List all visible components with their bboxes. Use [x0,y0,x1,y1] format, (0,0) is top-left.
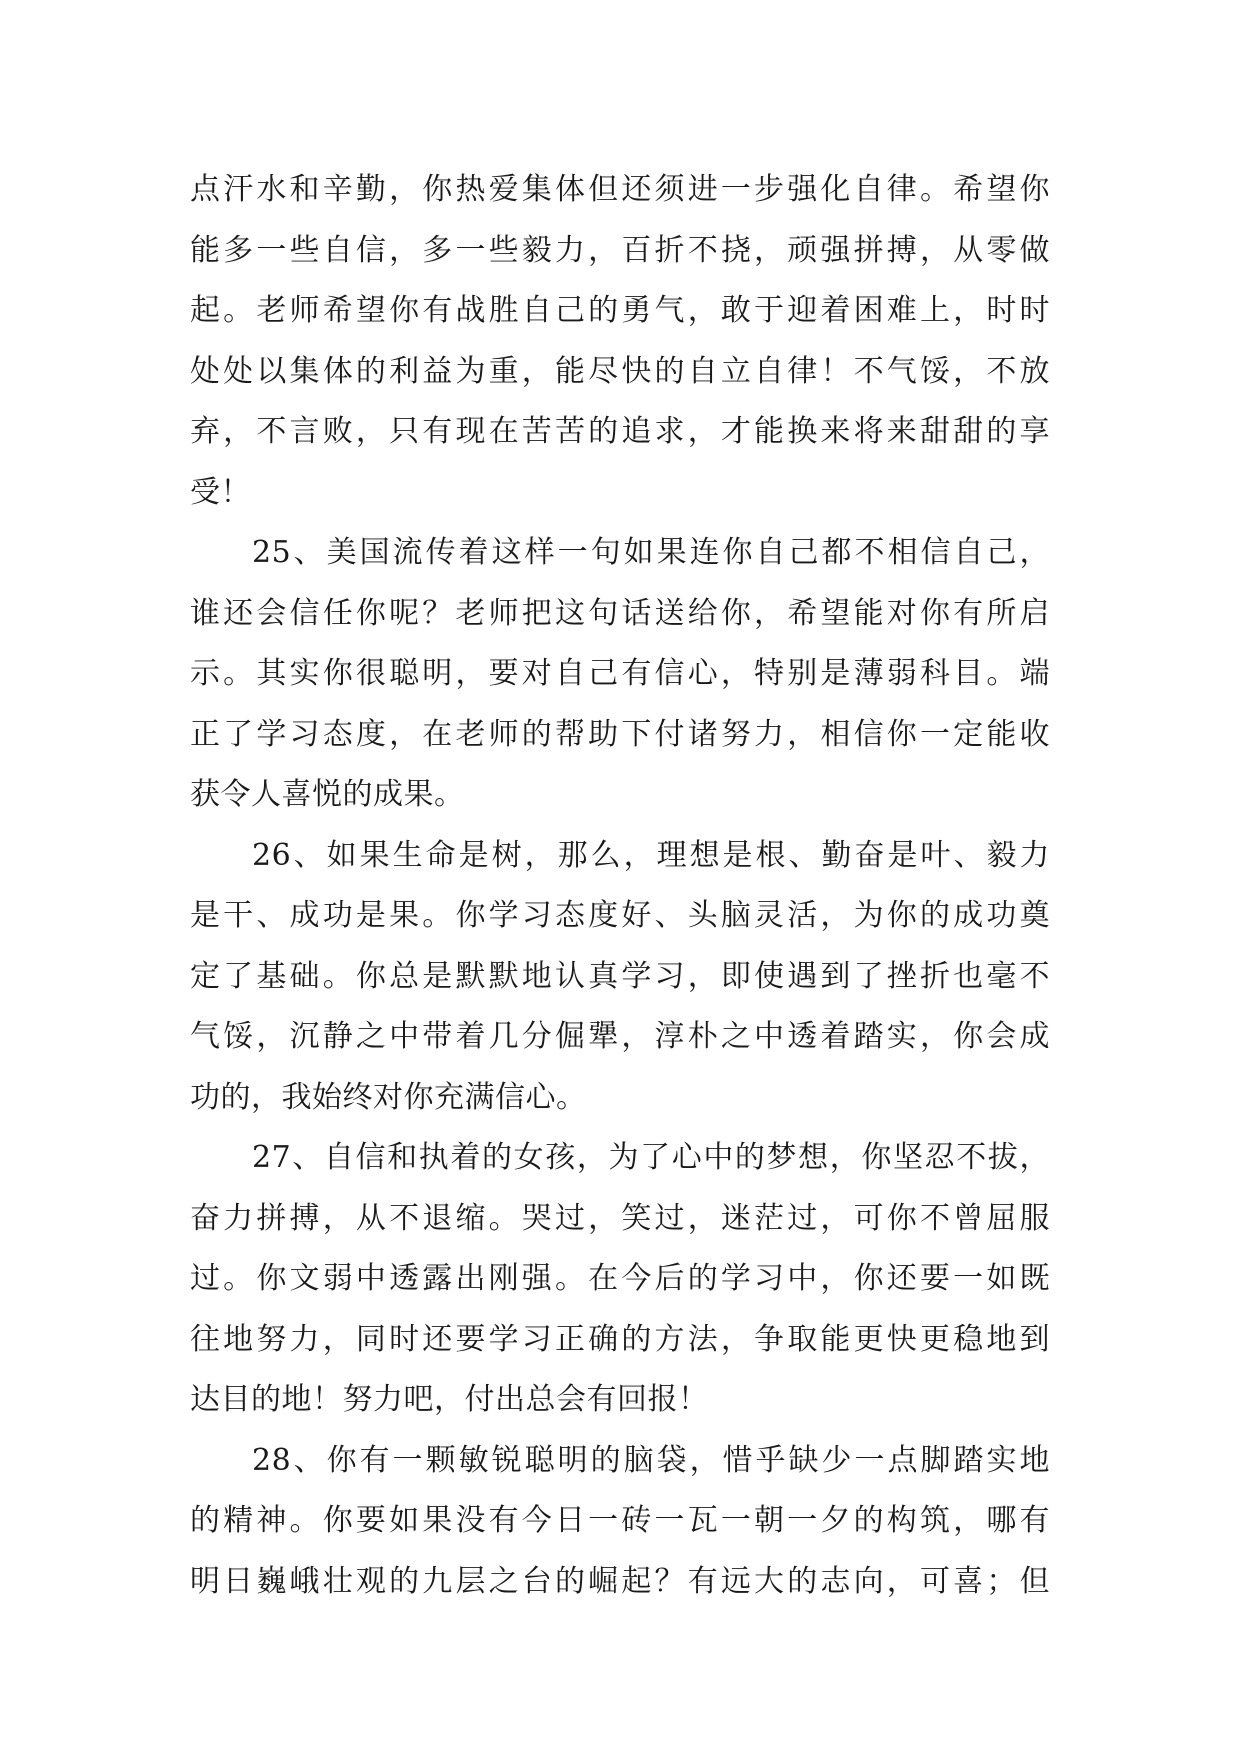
text-line: 功的，我始终对你充满信心。 [190,1079,587,1115]
text-line: 定了基础。你总是默默地认真学习，即使遇到了挫折也毫不 [190,958,1050,994]
text-line: 获令人喜悦的成果。 [190,777,465,812]
text-line: 28、你有一颗敏锐聪明的脑袋，惜乎缺少一点脚踏实地 [252,1442,1050,1478]
text-line: 起。老师希望你有战胜自己的勇气，敢于迎着困难上，时时 [190,293,1050,328]
text-line: 过。你文弱中透露出刚强。在今后的学习中，你还要一如既 [190,1261,1050,1296]
text-line: 谁还会信任你呢？老师把这句话送给你，希望能对你有所启 [190,595,1050,631]
text-line: 奋力拼搏，从不退缩。哭过，笑过，迷茫过，可你不曾屈服 [190,1200,1050,1236]
text-line: 26、如果生命是树，那么，理想是根、勤奋是叶、毅力 [252,837,1050,873]
text-line: 明日巍峨壮观的九层之台的崛起？有远大的志向，可喜；但 [190,1563,1050,1599]
text-line: 往地努力，同时还要学习正确的方法，争取能更快更稳地到 [190,1321,1050,1357]
text-line: 达目的地！努力吧，付出总会有回报！ [190,1382,709,1417]
text-line: 受！ [190,474,251,510]
text-line: 27、自信和执着的女孩，为了心中的梦想，你坚忍不拔， [252,1140,1050,1175]
text-line: 的精神。你要如果没有今日一砖一瓦一朝一夕的构筑，哪有 [190,1503,1050,1538]
text-line: 处处以集体的利益为重，能尽快的自立自律！不气馁，不放 [190,353,1050,389]
text-line: 是干、成功是果。你学习态度好、头脑灵活，为你的成功奠 [190,898,1050,933]
text-line: 气馁，沉静之中带着几分倔犟，淳朴之中透着踏实，你会成 [190,1019,1050,1054]
body-text [190,160,1050,1612]
text-line: 能多一些自信，多一些毅力，百折不挠，顽强拼搏，从零做 [190,232,1050,268]
text-line: 弃，不言败，只有现在苦苦的追求，才能换来将来甜甜的享 [190,414,1050,449]
text-line: 点汗水和辛勤，你热爱集体但还须进一步强化自律。希望你 [190,172,1050,207]
text-line: 示。其实你很聪明，要对自己有信心，特别是薄弱科目。端 [190,656,1050,691]
text-line: 25、美国流传着这样一句如果连你自己都不相信自己， [252,535,1050,570]
text-line: 正了学习态度，在老师的帮助下付诸努力，相信你一定能收 [190,716,1050,752]
